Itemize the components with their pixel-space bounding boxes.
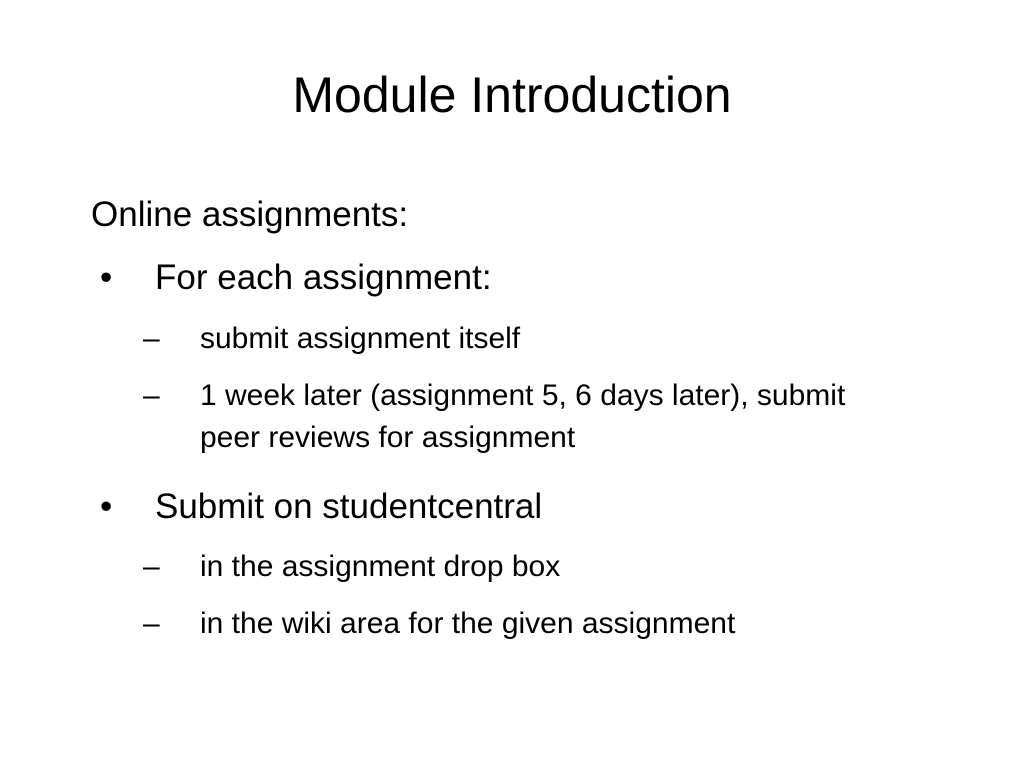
dash-marker: – (143, 607, 160, 640)
dash-marker: – (143, 322, 160, 355)
sub-bullet-text: submit assignment itself (200, 322, 521, 355)
sub-bullet-text (200, 375, 845, 459)
slide-title: Module Introduction (292, 67, 732, 123)
bullet-text: For each assignment: (155, 258, 492, 297)
sub-bullet-text: in the wiki area for the given assignment (200, 607, 736, 640)
dash-marker: – (143, 379, 160, 412)
bullet-text: Submit on studentcentral (155, 487, 543, 526)
sub-bullet-line: 1 week later (assignment 5, 6 days later), submit (200, 379, 846, 412)
bullet-marker: • (100, 258, 113, 297)
sub-bullet-text: in the assignment drop box (200, 550, 561, 583)
intro-text: Online assignments: (91, 195, 409, 234)
bullet-marker: • (100, 487, 113, 526)
dash-marker: – (143, 550, 160, 583)
sub-bullet-line: peer reviews for assignment (200, 421, 576, 454)
